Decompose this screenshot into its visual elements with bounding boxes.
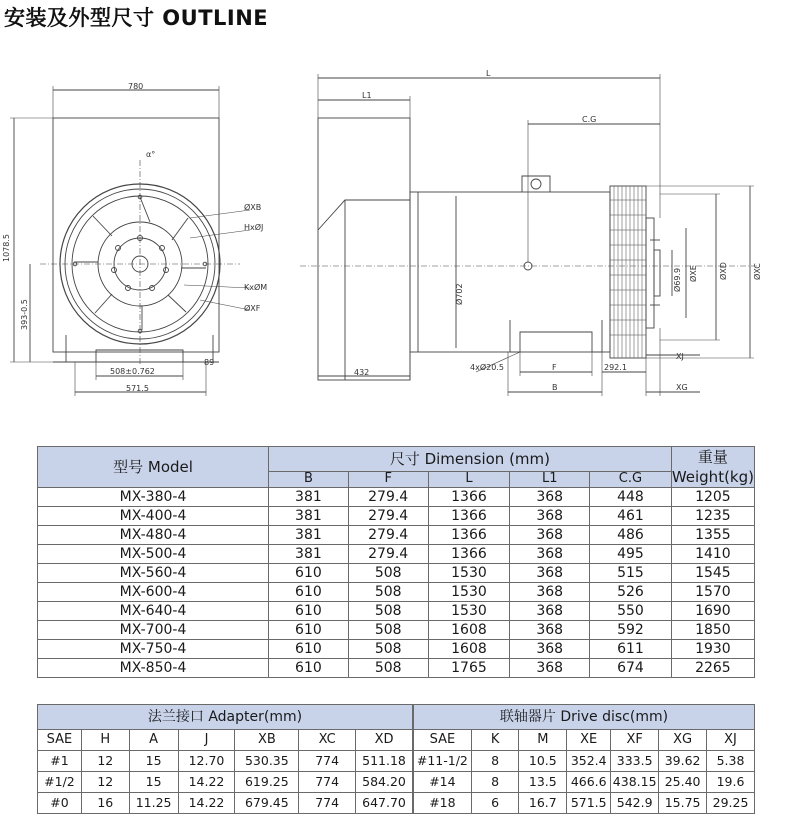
cell-l1: 368: [510, 640, 590, 659]
disc-cell: #14: [414, 772, 472, 793]
adapter-cell: 619.25: [235, 772, 299, 793]
cell-weight: 1690: [671, 602, 754, 621]
table-row: [38, 526, 755, 545]
dim-B: B: [552, 383, 558, 392]
cell-model: MX-380-4: [38, 488, 269, 507]
adapter-col-header: A: [129, 730, 178, 751]
dim-xd: ØXD: [719, 262, 728, 280]
table-row: [38, 602, 755, 621]
cell-weight: 1930: [671, 640, 754, 659]
cell-weight: 1545: [671, 564, 754, 583]
cell-l: 1530: [428, 564, 510, 583]
disc-cell: 571.5: [567, 793, 611, 814]
cell-weight: 1205: [671, 488, 754, 507]
disc-col-header: M: [519, 730, 567, 751]
cell-f: 508: [348, 564, 428, 583]
disc-cell: 29.25: [707, 793, 755, 814]
cell-l: 1366: [428, 488, 510, 507]
front-housing-outline: [53, 118, 219, 352]
cell-l: 1366: [428, 507, 510, 526]
cell-f: 279.4: [348, 488, 428, 507]
table-row: [414, 751, 755, 772]
table-row: [414, 772, 755, 793]
cell-weight: 1570: [671, 583, 754, 602]
disc-cell: 8: [471, 751, 519, 772]
cell-model: MX-700-4: [38, 621, 269, 640]
adapter-cell: 530.35: [235, 751, 299, 772]
adapter-table-body: [38, 730, 413, 814]
adapter-cell: 15: [129, 772, 178, 793]
col-header-f: F: [348, 471, 428, 487]
cell-cg: 495: [590, 545, 672, 564]
cell-f: 279.4: [348, 507, 428, 526]
disc-cell: 438.15: [611, 772, 659, 793]
cell-l1: 368: [510, 602, 590, 621]
dim-xe: ØXE: [689, 265, 698, 282]
adapter-cell: 774: [299, 751, 356, 772]
cell-b: 381: [269, 526, 349, 545]
disc-col-header: XJ: [707, 730, 755, 751]
cell-b: 381: [269, 507, 349, 526]
disc-cell: 10.5: [519, 751, 567, 772]
disc-cell: 19.6: [707, 772, 755, 793]
dim-508: 508±0.762: [110, 367, 155, 376]
cell-weight: 2265: [671, 659, 754, 678]
page-title: 安装及外型尺寸 OUTLINE: [4, 6, 269, 30]
disc-cell: 6: [471, 793, 519, 814]
cell-model: MX-750-4: [38, 640, 269, 659]
cell-b: 610: [269, 621, 349, 640]
cell-b: 610: [269, 602, 349, 621]
adapter-cell: 774: [299, 793, 356, 814]
adapter-table-title: 法兰接口 Adapter(mm): [38, 705, 413, 730]
dim-702: Ø702: [455, 283, 464, 305]
cell-weight: 1410: [671, 545, 754, 564]
adapter-cell: 16: [81, 793, 129, 814]
col-header-l1: L1: [510, 471, 590, 487]
label-xb: ØXB: [244, 203, 262, 212]
disc-cell: 466.6: [567, 772, 611, 793]
cell-l1: 368: [510, 545, 590, 564]
outline-drawing: [0, 30, 800, 430]
adapter-col-header: XC: [299, 730, 356, 751]
dim-5715: 571.5: [126, 384, 149, 393]
dim-699: Ø69.9: [673, 267, 682, 292]
table-row: [38, 507, 755, 526]
cell-model: MX-480-4: [38, 526, 269, 545]
cell-l: 1608: [428, 621, 510, 640]
table-row: [38, 640, 755, 659]
adapter-header-row: [38, 730, 413, 751]
dim-89: 89: [204, 358, 215, 367]
cell-model: MX-500-4: [38, 545, 269, 564]
disc-cell: 16.7: [519, 793, 567, 814]
disc-col-header: XF: [611, 730, 659, 751]
adapter-cell: 584.20: [356, 772, 413, 793]
adapter-cell: 11.25: [129, 793, 178, 814]
cell-l1: 368: [510, 583, 590, 602]
cell-l1: 368: [510, 526, 590, 545]
disc-table-title: 联轴器片 Drive disc(mm): [414, 705, 755, 730]
cell-weight: 1850: [671, 621, 754, 640]
cell-model: MX-640-4: [38, 602, 269, 621]
disc-table-body: [414, 730, 755, 814]
dim-alpha: α°: [146, 150, 156, 159]
disc-cell: #11-1/2: [414, 751, 472, 772]
dim-xc: ØXC: [753, 263, 762, 280]
label-holes: 4xØ20.5: [470, 363, 504, 372]
adapter-cell: #1: [38, 751, 82, 772]
adapter-cell: 12: [81, 751, 129, 772]
cell-cg: 461: [590, 507, 672, 526]
dimension-header: 尺寸 Dimension (mm): [269, 447, 672, 472]
table-row: [38, 772, 413, 793]
adapter-cell: 774: [299, 772, 356, 793]
table-row: [38, 488, 755, 507]
table-row: [38, 545, 755, 564]
cell-b: 381: [269, 488, 349, 507]
disc-cell: 8: [471, 772, 519, 793]
col-header-cg: C.G: [590, 471, 672, 487]
adapter-cell: 15: [129, 751, 178, 772]
disc-col-header: K: [471, 730, 519, 751]
cell-weight: 1355: [671, 526, 754, 545]
cell-cg: 674: [590, 659, 672, 678]
cell-l: 1530: [428, 583, 510, 602]
label-km: KxØM: [244, 283, 268, 292]
cell-cg: 486: [590, 526, 672, 545]
adapter-col-header: XB: [235, 730, 299, 751]
adapter-cell: 511.18: [356, 751, 413, 772]
adapter-cell: 12: [81, 772, 129, 793]
adapter-cell: #1/2: [38, 772, 82, 793]
cell-b: 610: [269, 564, 349, 583]
cell-l: 1366: [428, 545, 510, 564]
table-row: [38, 793, 413, 814]
disc-cell: 5.38: [707, 751, 755, 772]
table-row: [38, 583, 755, 602]
dim-CG: C.G: [582, 115, 597, 124]
cell-l: 1608: [428, 640, 510, 659]
cell-weight: 1235: [671, 507, 754, 526]
cell-f: 508: [348, 659, 428, 678]
dim-1078: 1078.5: [2, 234, 11, 262]
cell-b: 610: [269, 659, 349, 678]
adapter-cell: 647.70: [356, 793, 413, 814]
cell-l: 1765: [428, 659, 510, 678]
adapter-col-header: SAE: [38, 730, 82, 751]
cell-f: 508: [348, 602, 428, 621]
cell-f: 508: [348, 621, 428, 640]
disc-col-header: XG: [659, 730, 707, 751]
model-header: 型号 Model: [38, 447, 269, 488]
cell-f: 279.4: [348, 545, 428, 564]
cell-l: 1530: [428, 602, 510, 621]
disc-table: [413, 704, 755, 814]
disc-cell: #18: [414, 793, 472, 814]
col-header-l: L: [428, 471, 510, 487]
cell-cg: 550: [590, 602, 672, 621]
cell-l1: 368: [510, 659, 590, 678]
dim-L1: L1: [362, 91, 372, 100]
cell-cg: 526: [590, 583, 672, 602]
cell-l1: 368: [510, 564, 590, 583]
cell-model: MX-850-4: [38, 659, 269, 678]
table-row: [38, 751, 413, 772]
disc-cell: 39.62: [659, 751, 707, 772]
dim-2921: 292.1: [604, 363, 627, 372]
adapter-cell: 14.22: [178, 772, 235, 793]
table-row: [38, 621, 755, 640]
label-hj: HxØJ: [244, 223, 264, 232]
dim-XG: XG: [676, 383, 688, 392]
cell-cg: 611: [590, 640, 672, 659]
cell-model: MX-600-4: [38, 583, 269, 602]
cell-l1: 368: [510, 507, 590, 526]
table-row: [38, 659, 755, 678]
adapter-cell: #0: [38, 793, 82, 814]
dimension-table-body: [38, 488, 755, 678]
cell-cg: 448: [590, 488, 672, 507]
col-header-b: B: [269, 471, 349, 487]
dim-432: 432: [354, 368, 370, 377]
adapter-col-header: J: [178, 730, 235, 751]
weight-header-cn: 重量: [697, 448, 728, 466]
cell-b: 381: [269, 545, 349, 564]
disc-cell: 25.40: [659, 772, 707, 793]
weight-header: [671, 447, 754, 488]
cell-model: MX-400-4: [38, 507, 269, 526]
disc-col-header: SAE: [414, 730, 472, 751]
cell-l: 1366: [428, 526, 510, 545]
disc-col-header: XE: [567, 730, 611, 751]
dim-XJ: XJ: [676, 352, 684, 361]
disc-cell: 15.75: [659, 793, 707, 814]
table-row: [38, 564, 755, 583]
dim-F: F: [552, 363, 557, 372]
disc-cell: 352.4: [567, 751, 611, 772]
adapter-table: [37, 704, 413, 814]
dim-L: L: [486, 69, 491, 78]
cell-l1: 368: [510, 621, 590, 640]
cell-model: MX-560-4: [38, 564, 269, 583]
cell-f: 508: [348, 640, 428, 659]
weight-header-en: Weight(kg): [671, 468, 754, 486]
disc-cell: 542.9: [611, 793, 659, 814]
disc-cell: 333.5: [611, 751, 659, 772]
cell-l1: 368: [510, 488, 590, 507]
cell-cg: 515: [590, 564, 672, 583]
cell-f: 508: [348, 583, 428, 602]
dim-780: 780: [128, 82, 144, 91]
adapter-cell: 12.70: [178, 751, 235, 772]
dimension-table: [37, 446, 755, 678]
adapter-cell: 679.45: [235, 793, 299, 814]
label-xf: ØXF: [244, 304, 261, 313]
flange-ribbed-end: [610, 186, 646, 358]
cell-f: 279.4: [348, 526, 428, 545]
disc-header-row: [414, 730, 755, 751]
cell-b: 610: [269, 640, 349, 659]
adapter-cell: 14.22: [178, 793, 235, 814]
cell-b: 610: [269, 583, 349, 602]
dim-393: 393-0.5: [20, 299, 29, 330]
terminal-box-outline: [318, 118, 410, 380]
adapter-col-header: XD: [356, 730, 413, 751]
cell-cg: 592: [590, 621, 672, 640]
table-row: [414, 793, 755, 814]
disc-cell: 13.5: [519, 772, 567, 793]
adapter-col-header: H: [81, 730, 129, 751]
